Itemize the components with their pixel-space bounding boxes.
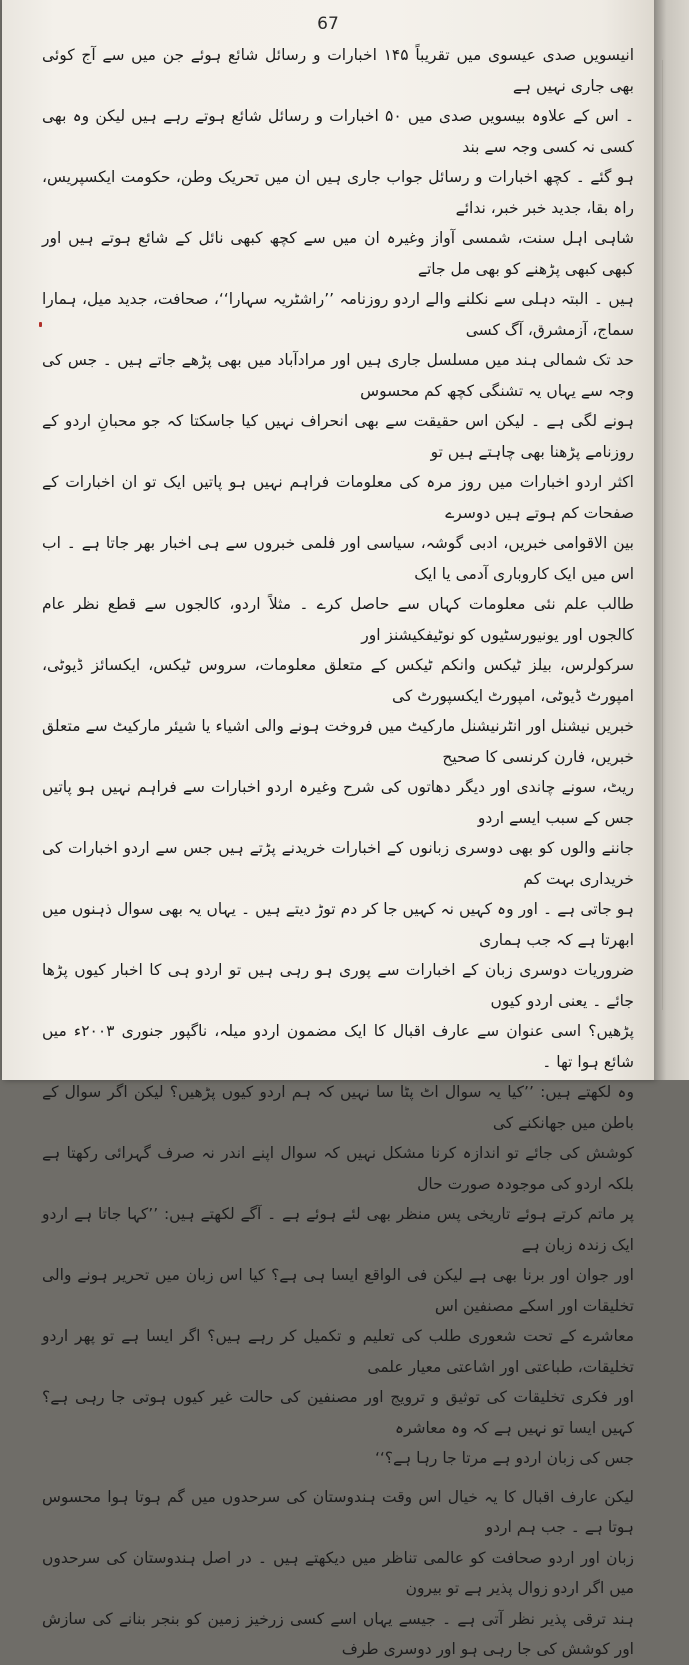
text-line: حد تک شمالی ہند میں مسلسل جاری ہیں اور مرادآباد میں بھی پڑھے جاتے ہیں ۔ جس کی وجہ سے یہاں یہ تشنگی کچھ کم محسوس — [42, 351, 634, 400]
adjacent-page-edge — [654, 0, 689, 1080]
text-line: کوشش کی جائے تو اندازہ کرنا مشکل نہیں کہ سوال اپنے اندر نہ صرف گہرائی رکھتا ہے بلکہ اردو کی موجودہ صورت حال — [42, 1144, 634, 1193]
text-line: سرکولرس، بیلز ٹیکس وانکم ٹیکس کے متعلق معلومات، سروس ٹیکس، ایکسائز ڈیوٹی، امپورٹ ڈیوٹی، امپورٹ ایکسپورٹ کی — [42, 656, 634, 705]
page-number: 67 — [317, 14, 339, 34]
text-line: اور جوان اور برنا بھی ہے لیکن فی الواقع ایسا ہی ہے؟ کیا اس زبان میں تحریر ہونے والی تخلیقات اور اسکے مصنفین اس — [42, 1266, 634, 1315]
text-line: پر ماتم کرتے ہوئے تاریخی پس منظر بھی لئے ہوئے ہے ۔ آگے لکھتے ہیں: ’’کہا جاتا ہے اردو ایک زندہ زبان ہے — [42, 1205, 634, 1254]
text-line: ہیں ۔ البتہ دہلی سے نکلنے والے اردو روزنامہ ’’راشٹریہ سہارا‘‘، صحافت، جدید میل، ہمارا سماج، آزمشرق، آگ کسی — [42, 290, 634, 339]
page-text — [42, 40, 634, 1665]
text-line: بین الاقوامی خبریں، ادبی گوشہ، سیاسی اور فلمی خبروں سے ہی اخبار بھر جاتا ہے ۔ اب اس میں ایک کاروباری آدمی یا ایک — [42, 534, 634, 583]
text-line: ضروریات دوسری زبان کے اخبارات سے پوری ہو رہی ہیں تو اردو ہی کا اخبار کیوں پڑھا جائے ۔ یعنی اردو کیوں — [42, 961, 634, 1010]
text-line: لیکن عارف اقبال کا یہ خیال اس وقت ہندوستان کی سرحدوں میں گم ہوتا ہوا محسوس ہوتا ہے ۔ جب ہم اردو — [42, 1487, 634, 1536]
text-line: زبان اور اردو صحافت کو عالمی تناظر میں دیکھتے ہیں ۔ در اصل ہندوستان کی سرحدوں میں اگر اردو زوال پذیر ہے تو بیرون — [42, 1548, 634, 1597]
text-line: ریٹ، سونے چاندی اور دیگر دھاتوں کی شرح وغیرہ اردو اخبارات سے فراہم نہیں ہو پاتیں جس کے سبب ایسے اردو — [42, 778, 634, 827]
text-line: شاہی اہل سنت، شمسی آواز وغیرہ ان میں سے کچھ کبھی نائل کے شائع ہوتے ہیں اور کبھی کبھی پڑھنے کو بھی مل جاتے — [42, 229, 634, 278]
text-line: جس کی زبان اردو ہے مرتا جا رہا ہے؟‘‘ — [374, 1449, 634, 1467]
book-page — [2, 0, 654, 1658]
text-line: اکثر اردو اخبارات میں روز مرہ کی معلومات فراہم نہیں ہو پاتیں ایک تو ان اخبارات کے صفحات کم ہوتے ہیں دوسرے — [42, 473, 634, 522]
text-line: ہونے لگی ہے ۔ لیکن اس حقیقت سے بھی انحراف نہیں کیا جاسکتا کہ جو محبانِ اردو کے روزنامے پڑھنا بھی چاہتے ہیں تو — [42, 412, 634, 461]
text-line: جاننے والوں کو بھی دوسری زبانوں کے اخبارات خریدنے پڑتے ہیں جس سے اردو اخبارات کی خریداری بہت کم — [42, 839, 634, 888]
text-line: ۔ اس کے علاوہ بیسویں صدی میں ۵۰ اخبارات و رسائل شائع ہوتے رہے ہیں لیکن وہ بھی کسی نہ کسی وجہ سے بند — [42, 107, 634, 156]
text-line: معاشرے کے تحت شعوری طلب کی تعلیم و تکمیل کر رہے ہیں؟ اگر ایسا ہے تو پھر اردو تخلیقات، طباعتی اور اشاعتی معیار علمی — [42, 1327, 634, 1376]
page-fold-line — [662, 60, 663, 1010]
text-line: ہو جاتی ہے ۔ اور وہ کہیں نہ کہیں جا کر دم توڑ دیتے ہیں ۔ یہاں یہ بھی سوال ذہنوں میں ابھرتا ہے کہ جب ہماری — [42, 900, 634, 949]
text-line: ہو گئے ۔ کچھ اخبارات و رسائل جواب جاری ہیں ان میں تحریک وطن، حکومت ایکسپریس، راہ بقا، جدید خبر خبر، ندائے — [42, 168, 634, 217]
text-line: انیسویں صدی عیسوی میں تقریباً ۱۴۵ اخبارات و رسائل شائع ہوئے جن میں سے آج کوئی بھی جاری نہیں ہے — [42, 46, 635, 95]
paragraph-gap — [42, 1474, 634, 1482]
text-line: اور فکری تخلیقات کی توثیق و ترویج اور مصنفین کی حالت غیر کیوں ہوتی جا رہی ہے؟ کہیں ایسا تو نہیں ہے کہ وہ معاشرہ — [42, 1388, 634, 1437]
text-line: ہند ترقی پذیر نظر آتی ہے ۔ جیسے یہاں اسے کسی زرخیز زمین کو بنجر بنانے کی سازش اور کوشش کی جا رہی ہو اور دوسری طرف — [42, 1609, 634, 1658]
text-line: پڑھیں؟ اسی عنوان سے عارف اقبال کا ایک مضمون اردو میلہ، ناگپور جنوری ۲۰۰۳ء میں شائع ہوا تھا ۔ — [42, 1022, 634, 1071]
text-line: خبریں نیشنل اور انٹرنیشنل مارکیٹ میں فروخت ہونے والی اشیاء یا شیئر مارکیٹ سے متعلق خبریں، فارن کرنسی کا صحیح — [42, 717, 634, 766]
text-line: وہ لکھتے ہیں: ’’کیا یہ سوال اٹ پٹا سا نہیں کہ ہم اردو کیوں پڑھیں؟ لیکن اگر سوال کے باطن میں جھانکنے کی — [42, 1083, 634, 1132]
text-line: طالب علم نئی معلومات کہاں سے حاصل کرے ۔ مثلاً اردو، کالجوں سے قطع نظر عام کالجوں اور یونیورسٹیوں کو نوٹیفکیشنز اور — [42, 595, 634, 644]
